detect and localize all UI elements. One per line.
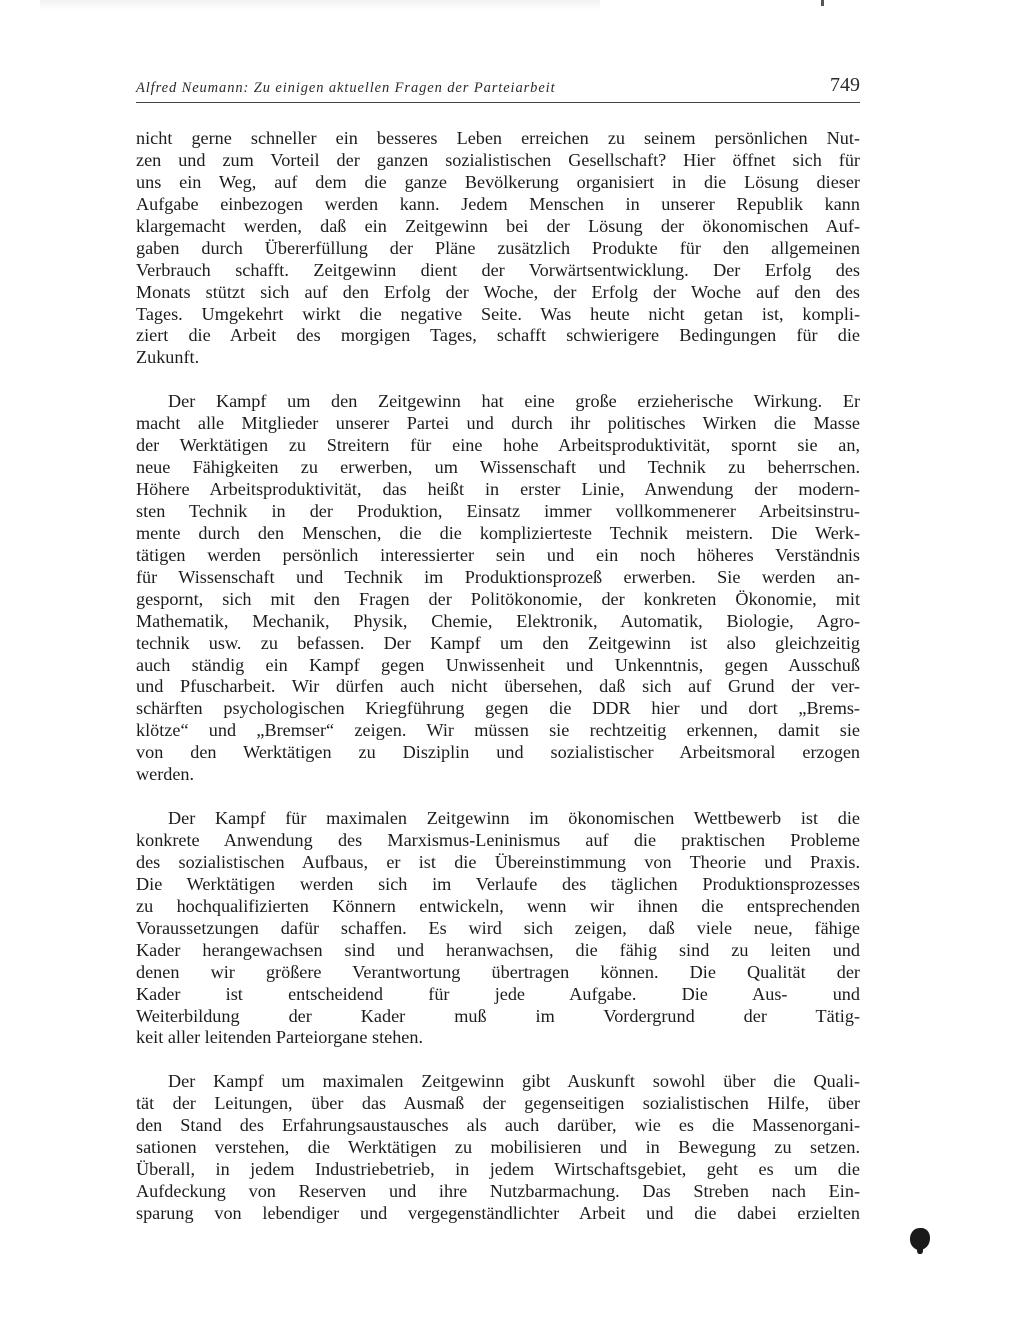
text-line: zu hochqualifizierten Könnern entwickeln, wenn wir ihnen die entsprechenden <box>136 895 860 916</box>
text-line: keit aller leitenden Parteiorgane stehen. <box>136 1027 424 1048</box>
header-rule <box>136 102 860 103</box>
paragraph <box>136 391 860 786</box>
text-line: Mathematik, Mechanik, Physik, Chemie, Elektronik, Automatik, Biologie, Agro- <box>136 610 860 631</box>
text-line: für Wissenschaft und Technik im Produktionsprozeß erwerben. Sie werden an- <box>136 566 860 587</box>
text-line: Zukunft. <box>136 347 200 368</box>
text-line: sparung von lebendiger und vergegenständlichter Arbeit und die dabei erzielten <box>136 1202 860 1223</box>
text-line: Der Kampf für maximalen Zeitgewinn im ökonomischen Wettbewerb ist die <box>168 808 860 829</box>
text-line: Die Werktätigen werden sich im Verlaufe des täglichen Produktionsprozesses <box>136 873 860 894</box>
text-line: Verbrauch schafft. Zeitgewinn dient der Vorwärtsentwicklung. Der Erfolg des <box>136 259 860 280</box>
text-line: Weiterbildung der Kader muß im Vordergrund der Tätig- <box>136 1005 860 1026</box>
text-line: Monats stützt sich auf den Erfolg der Woche, der Erfolg der Woche auf den des <box>136 281 860 302</box>
text-line: der Werktätigen zu Streitern für eine hohe Arbeitsproduktivität, spornt sie an, <box>136 435 860 456</box>
text-line: neue Fähigkeiten zu erwerben, um Wissenschaft und Technik zu beherrschen. <box>136 457 860 478</box>
text-line: technik usw. zu befassen. Der Kampf um den Zeitgewinn ist also gleichzeitig <box>136 632 860 653</box>
ink-blot-tail <box>917 1246 923 1254</box>
text-line: sationen verstehen, die Werktätigen zu mobilisieren und in Bewegung zu setzen. <box>136 1137 860 1158</box>
text-line: denen wir größere Verantwortung übertragen können. Die Qualität der <box>136 961 860 982</box>
text-line: schärften psychologischen Kriegführung gegen die DDR hier und dort „Brems- <box>136 698 860 719</box>
text-line: sten Technik in der Produktion, Einsatz immer vollkommenerer Arbeitsinstru- <box>136 500 860 521</box>
text-line: Überall, in jedem Industriebetrieb, in jedem Wirtschaftsgebiet, geht es um die <box>136 1159 860 1180</box>
paragraph-gap <box>136 1049 860 1071</box>
text-line: von den Werktätigen zu Disziplin und sozialistischer Arbeitsmoral erzogen <box>136 742 860 763</box>
text-line: Aufdeckung von Reserven und ihre Nutzbarmachung. Das Streben nach Ein- <box>136 1181 860 1201</box>
text-line: Tages. Umgekehrt wirkt die negative Seite. Was heute nicht getan ist, kompli- <box>136 303 860 324</box>
paragraph-gap <box>136 369 860 391</box>
text-line: ziert die Arbeit des morgigen Tages, schafft schwierigere Bedingungen für die <box>136 325 860 346</box>
text-line: des sozialistischen Aufbaus, er ist die Übereinstimmung von Theorie und Praxis. <box>136 851 860 872</box>
text-line: macht alle Mitglieder unserer Partei und durch ihr politisches Wirken die Masse <box>136 413 860 434</box>
text-line: gespornt, sich mit den Fragen der Politökonomie, der konkreten Ökonomie, mit <box>136 588 860 609</box>
paragraph <box>136 1071 860 1225</box>
text-line: nicht gerne schneller ein besseres Leben erreichen zu seinem persönlichen Nut- <box>136 128 860 148</box>
text-line: klötze“ und „Bremser“ zeigen. Wir müssen sie rechtzeitig erkennen, damit sie <box>136 720 860 741</box>
paragraph <box>136 808 860 1049</box>
text-line: tät der Leitungen, über das Ausmaß der gegenseitigen sozialistischen Hilfe, über <box>136 1093 860 1114</box>
text-line: Der Kampf um maximalen Zeitgewinn gibt Auskunft sowohl über die Quali- <box>168 1071 860 1092</box>
body-text <box>136 128 860 1225</box>
text-line: konkrete Anwendung des Marxismus-Leninismus auf die praktischen Probleme <box>136 830 860 850</box>
paragraph-gap <box>136 786 860 808</box>
text-line: klargemacht werden, daß ein Zeitgewinn bei der Lösung der ökonomischen Auf- <box>136 215 860 236</box>
text-line: werden. <box>136 764 195 785</box>
text-line: Kader ist entscheidend für jede Aufgabe. Die Aus- und <box>136 983 860 1004</box>
text-line: auch ständig ein Kampf gegen Unwissenheit und Unkenntnis, gegen Ausschuß <box>136 654 860 675</box>
text-line: Höhere Arbeitsproduktivität, das heißt in erster Linie, Anwendung der modern- <box>136 479 860 499</box>
scan-top-edge-shadow <box>40 0 600 10</box>
text-line: und Pfuscharbeit. Wir dürfen auch nicht übersehen, daß sich auf Grund der ver- <box>136 676 860 697</box>
running-title: Alfred Neumann: Zu einigen aktuellen Fragen der Parteiarbeit <box>136 80 556 96</box>
text-line: Kader herangewachsen sind und heranwachsen, die fähig sind zu leiten und <box>136 939 860 960</box>
page-header <box>136 74 860 104</box>
text-line: zen und zum Vorteil der ganzen sozialistischen Gesellschaft? Hier öffnet sich für <box>136 149 860 170</box>
page-number: 749 <box>830 74 860 96</box>
text-line: gaben durch Übererfüllung der Pläne zusätzlich Produkte für den allgemeinen <box>136 237 860 258</box>
text-line: Der Kampf um den Zeitgewinn hat eine große erzieherische Wirkung. Er <box>168 391 860 412</box>
text-line: tätigen werden persönlich interessierter sein und ein noch höheres Verständnis <box>136 544 860 565</box>
text-line: Aufgabe einbezogen werden kann. Jedem Menschen in unserer Republik kann <box>136 193 860 214</box>
text-line: uns ein Weg, auf dem die ganze Bevölkerung organisiert in die Lösung dieser <box>136 171 860 192</box>
scan-top-mark <box>821 0 824 6</box>
text-line: den Stand des Erfahrungsaustausches als auch darüber, wie es die Massenorgani- <box>136 1115 860 1136</box>
text-line: Voraussetzungen dafür schaffen. Es wird sich zeigen, daß viele neue, fähige <box>136 917 860 938</box>
paragraph <box>136 128 860 369</box>
text-line: mente durch den Menschen, die die komplizierteste Technik meistern. Die Werk- <box>136 522 860 543</box>
